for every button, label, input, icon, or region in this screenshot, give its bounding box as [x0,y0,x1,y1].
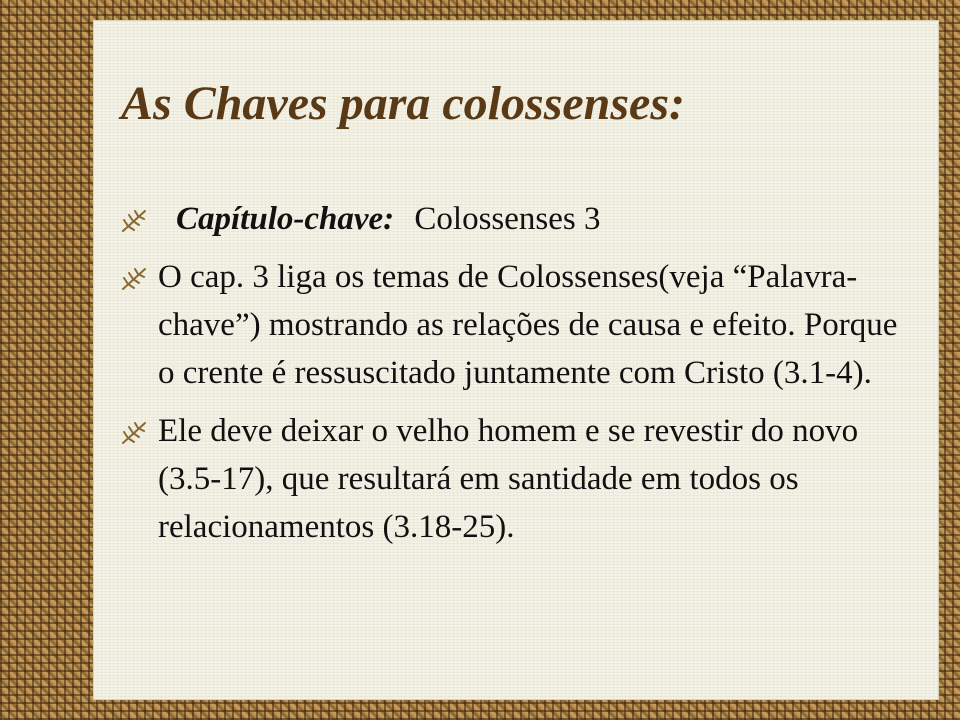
key-chapter-value: Colossenses 3 [414,201,601,237]
key-chapter-label: Capítulo-chave [176,201,384,237]
bullet-text: Ele deve deixar o velho homem e se revestir do novo (3.5-17), que resultará em santidade em todos os relacionamentos (3.18-25). [158,413,859,545]
bullet-list [120,195,920,561]
bullet-text: O cap. 3 liga os temas de Colossenses(veja “Palavra-chave”) mostrando as relações de causa e efeito. Porque o crente é ressuscitado juntamente com Cristo (3.1-4). [158,259,898,391]
bullet-item-key-chapter [120,195,920,243]
slide-title: As Chaves para colossenses: [121,77,686,130]
key-chapter-colon: : [383,201,395,237]
wheat-sprig-icon [120,209,148,233]
wheat-sprig-icon [120,267,148,291]
wheat-sprig-icon [120,421,148,445]
bullet-item-new-man [120,407,920,551]
bullet-item-themes [120,253,920,397]
